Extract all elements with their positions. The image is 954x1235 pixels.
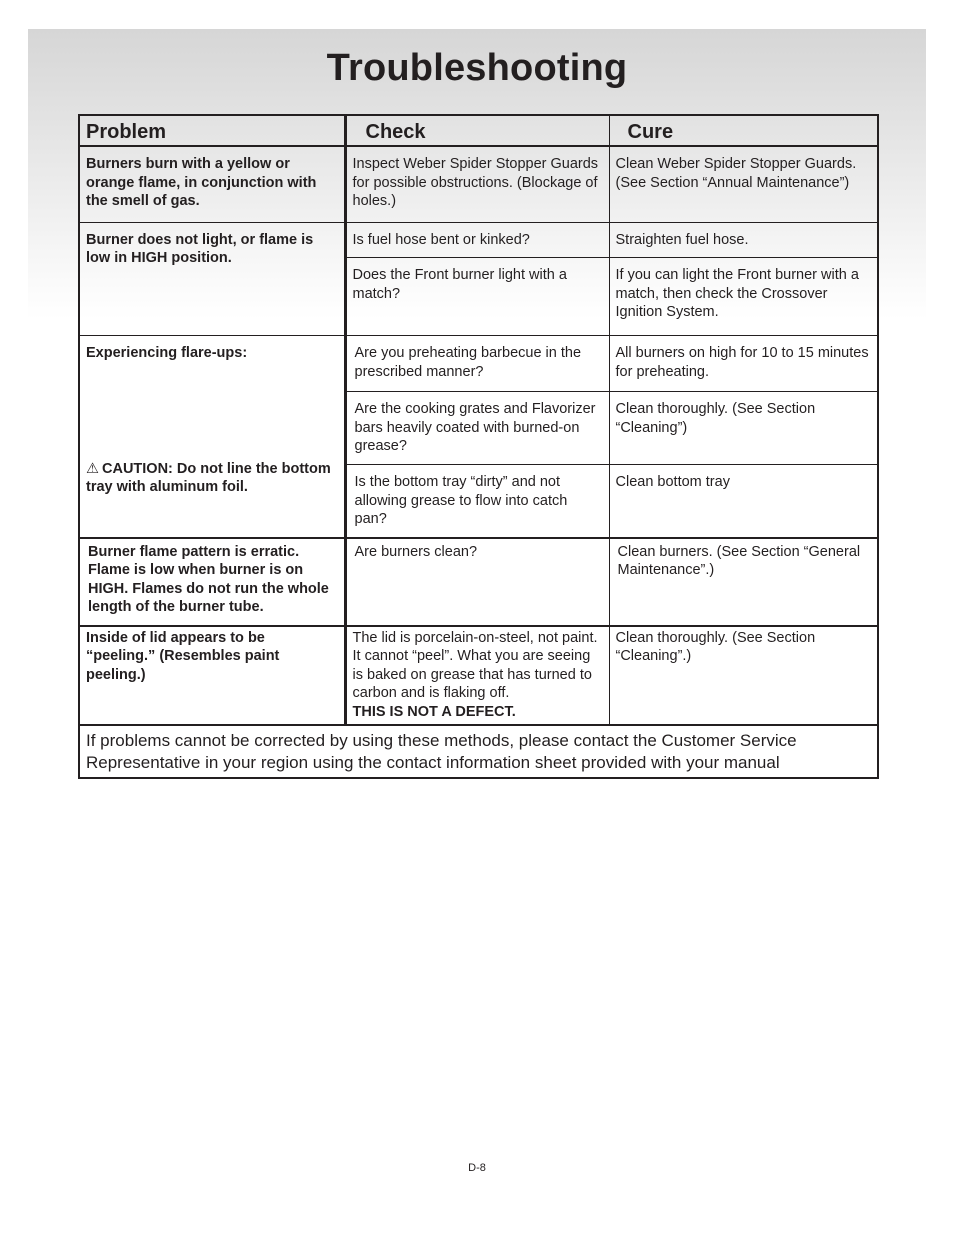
check-cell: Are the cooking grates and Flavorizer bars heavily coated with burned-on grease? (345, 392, 609, 465)
table-row (79, 336, 878, 392)
problem-cell: Burner does not light, or flame is low in HIGH position. (79, 222, 345, 336)
header-cure: Cure (609, 115, 878, 146)
caution-text: CAUTION: Do not line the bottom tray with aluminum foil. (86, 460, 331, 495)
cure-cell: Straighten fuel hose. (609, 222, 878, 258)
cure-cell: Clean burners. (See Section “General Maintenance”.) (609, 538, 878, 626)
page-number: D-8 (468, 1162, 486, 1174)
cure-cell: Clean thoroughly. (See Section “Cleaning”) (609, 392, 878, 465)
problem-text: Experiencing flare-ups: (86, 345, 248, 361)
check-cell: Are you preheating barbecue in the prescribed manner? (345, 336, 609, 392)
check-text: The lid is porcelain-on-steel, not paint. It cannot “peel”. What you are seeing is baked on grease that has turned to carbon and is flaking off. (352, 629, 598, 701)
warning-triangle-icon: ⚠ (86, 460, 99, 477)
check-cell: Is fuel hose bent or kinked? (345, 222, 609, 258)
check-emphasis: THIS IS NOT A DEFECT. (352, 703, 516, 720)
table-row (79, 222, 878, 258)
check-cell: Is the bottom tray “dirty” and not allowing grease to flow into catch pan? (345, 465, 609, 538)
check-cell (345, 626, 609, 725)
check-cell: Does the Front burner light with a match? (345, 258, 609, 336)
table-footer-row (79, 725, 878, 778)
cure-cell: Clean thoroughly. (See Section “Cleaning”.) (609, 626, 878, 725)
table-header-row (79, 115, 878, 146)
header-check: Check (345, 115, 609, 146)
table-row (79, 146, 878, 222)
problem-cell: Burner flame pattern is erratic. Flame is low when burner is on HIGH. Flames do not run the whole length of the burner tube. (79, 538, 345, 626)
footer-note: If problems cannot be corrected by using these methods, please contact the Customer Service Representative in your region using the contact information sheet provided with your manual (79, 725, 878, 778)
caution-note (86, 460, 344, 497)
page-title: Troubleshooting (326, 47, 628, 89)
problem-cell: Inside of lid appears to be “peeling.” (Resembles paint peeling.) (79, 626, 345, 725)
header-problem: Problem (79, 115, 345, 146)
cure-cell: Clean Weber Spider Stopper Guards. (See Section “Annual Maintenance”) (609, 146, 878, 222)
cure-cell: Clean bottom tray (609, 465, 878, 538)
check-cell: Inspect Weber Spider Stopper Guards for possible obstructions. (Blockage of holes.) (345, 146, 609, 222)
table-row (79, 538, 878, 626)
problem-cell (79, 336, 345, 538)
cure-cell: All burners on high for 10 to 15 minutes for preheating. (609, 336, 878, 392)
check-cell: Are burners clean? (345, 538, 609, 626)
table-row (79, 626, 878, 725)
cure-cell: If you can light the Front burner with a match, then check the Crossover Ignition System. (609, 258, 878, 336)
troubleshooting-table (78, 114, 879, 779)
problem-cell: Burners burn with a yellow or orange flame, in conjunction with the smell of gas. (79, 146, 345, 222)
